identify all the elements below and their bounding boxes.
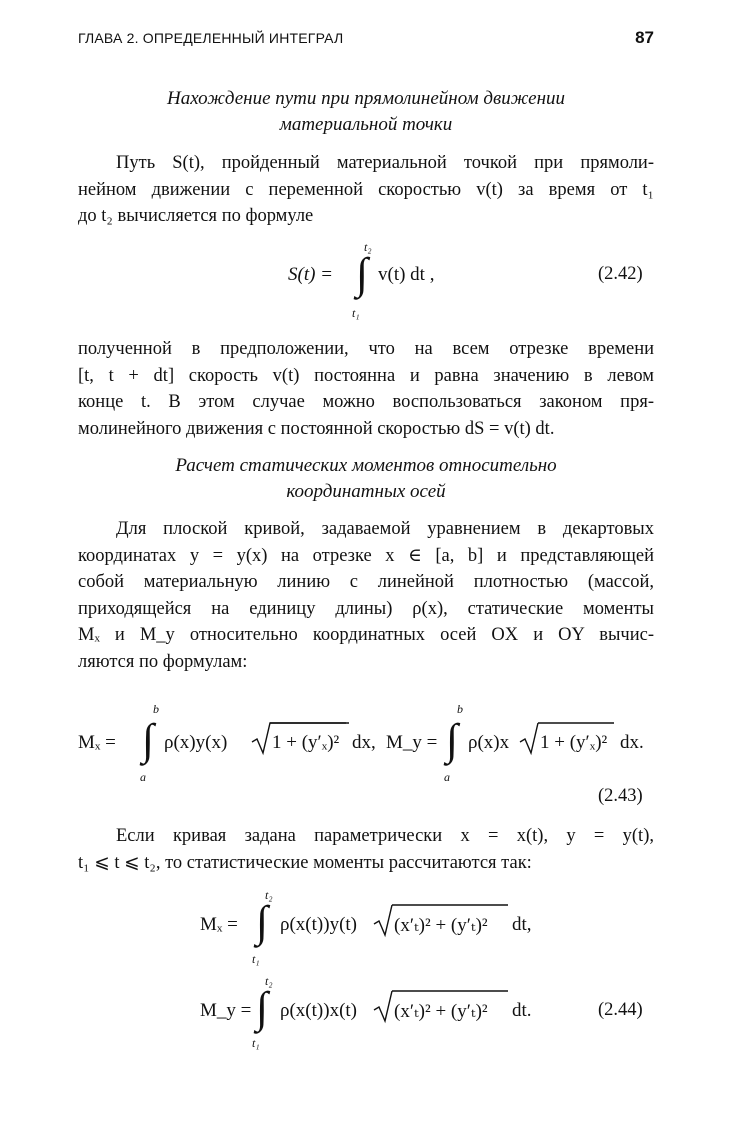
integral-upper-limit: t₂ xyxy=(265,974,273,988)
integral-upper-limit: b xyxy=(457,702,463,716)
integrand: v(t) dt , xyxy=(378,264,435,285)
text-line: Путь S(t), пройденный материальной точкой при прямоли- xyxy=(116,153,654,173)
integral-sign: ∫ xyxy=(446,715,459,764)
paragraph xyxy=(78,516,654,675)
sqrt-sign xyxy=(374,904,394,938)
integral-upper-limit: b xyxy=(153,702,159,716)
sqrt-bar xyxy=(270,722,350,726)
root-expression: (x′ₜ)² + (y′ₜ)² xyxy=(394,1001,488,1022)
running-header xyxy=(78,28,654,50)
integral-sign: ∫ xyxy=(256,897,269,946)
equation-number: (2.42) xyxy=(598,264,643,284)
integral-sign: ∫ xyxy=(256,983,269,1032)
mx-tail: dt, xyxy=(512,914,532,935)
text-line: Для плоской кривой, задаваемой уравнением в декартовых xyxy=(116,519,654,539)
text-line: молинейного движения с постоянной скоростью dS = v(t) dt. xyxy=(78,418,555,439)
heading-line: Нахождение пути при прямолинейном движении xyxy=(166,88,566,109)
chapter-title: ГЛАВА 2. ОПРЕДЕЛЕННЫЙ ИНТЕГРАЛ xyxy=(78,30,344,46)
text-line: собой материальную линию с линейной плотностью (массой, xyxy=(78,572,654,592)
paragraph xyxy=(78,823,654,876)
heading-line: координатных осей xyxy=(286,481,446,502)
equation-lhs: S(t) = xyxy=(288,264,334,285)
my-root: 1 + (y′ₓ)² xyxy=(540,732,608,753)
integral-lower-limit: t₁ xyxy=(352,306,360,320)
integral-sign: ∫ xyxy=(142,715,155,764)
text-line: Если кривая задана параметрически x = x(t), y = y(t), xyxy=(116,826,654,846)
text-line: нейном движении с переменной скоростью v(t) за время от t₁ xyxy=(78,179,654,200)
mx-lhs: Mₓ = xyxy=(200,914,238,935)
text-line: ляются по формулам: xyxy=(78,651,248,672)
integral-lower-limit: a xyxy=(140,770,146,784)
mx-integrand: ρ(x(t))y(t) xyxy=(280,914,358,935)
mx-lhs: Mₓ = xyxy=(78,732,116,753)
sqrt-bar xyxy=(538,722,618,726)
sqrt-bar xyxy=(392,990,512,994)
integral-upper-limit: t₂ xyxy=(265,888,273,902)
mx-integrand: ρ(x)y(x) xyxy=(164,732,228,753)
sqrt-sign xyxy=(520,722,540,756)
equation-number: (2.44) xyxy=(598,1000,643,1020)
equation-number: (2.43) xyxy=(598,786,643,806)
text-line: конце t. В этом случае можно воспользоваться законом пря- xyxy=(78,392,654,412)
root-expression: (x′ₜ)² + (y′ₜ)² xyxy=(394,915,488,936)
mx-root: 1 + (y′ₓ)² xyxy=(272,732,340,753)
text-line: полученной в предположении, что на всем отрезке времени xyxy=(78,339,654,359)
my-integrand: ρ(x)x xyxy=(468,732,510,753)
heading-line: материальной точки xyxy=(279,114,453,135)
text-line: координатах y = y(x) на отрезке x ∈ [a, b] и представляющей xyxy=(78,545,654,566)
integral-lower-limit: t₁ xyxy=(252,1036,260,1050)
my-lhs: M_y = xyxy=(200,1000,252,1021)
section-heading-path xyxy=(78,86,654,138)
heading-line: Расчет статических моментов относительно xyxy=(175,455,557,476)
sqrt-sign xyxy=(252,722,272,756)
my-tail: dt. xyxy=(512,1000,532,1021)
text-line: [t, t + dt] скорость v(t) постоянна и равна значению в левом xyxy=(78,365,654,386)
text-line: приходящейся на единицу длины) ρ(x), статические моменты xyxy=(78,598,654,619)
section-heading-moments xyxy=(78,453,654,505)
my-integrand: ρ(x(t))x(t) xyxy=(280,1000,358,1021)
integral-sign: ∫ xyxy=(356,249,369,298)
text-line: t₁ ⩽ t ⩽ t₂, то статистические моменты рассчитаются так: xyxy=(78,852,532,873)
equation-2-42 xyxy=(288,264,333,286)
integral-lower-limit: t₁ xyxy=(252,952,260,966)
mx-tail: dx, xyxy=(352,732,376,753)
paragraph xyxy=(78,336,654,442)
integral-upper-limit: t₂ xyxy=(364,240,372,254)
my-tail: dx. xyxy=(620,732,644,753)
paragraph xyxy=(78,150,654,230)
text-line: Mₓ и M_y относительно координатных осей OX и OY вычис- xyxy=(78,625,654,645)
sqrt-bar xyxy=(392,904,512,908)
page-number: 87 xyxy=(635,28,654,47)
sqrt-sign xyxy=(374,990,394,1024)
text-line: до t₂ вычисляется по формуле xyxy=(78,206,314,226)
integral-lower-limit: a xyxy=(444,770,450,784)
my-lhs: M_y = xyxy=(386,732,438,753)
